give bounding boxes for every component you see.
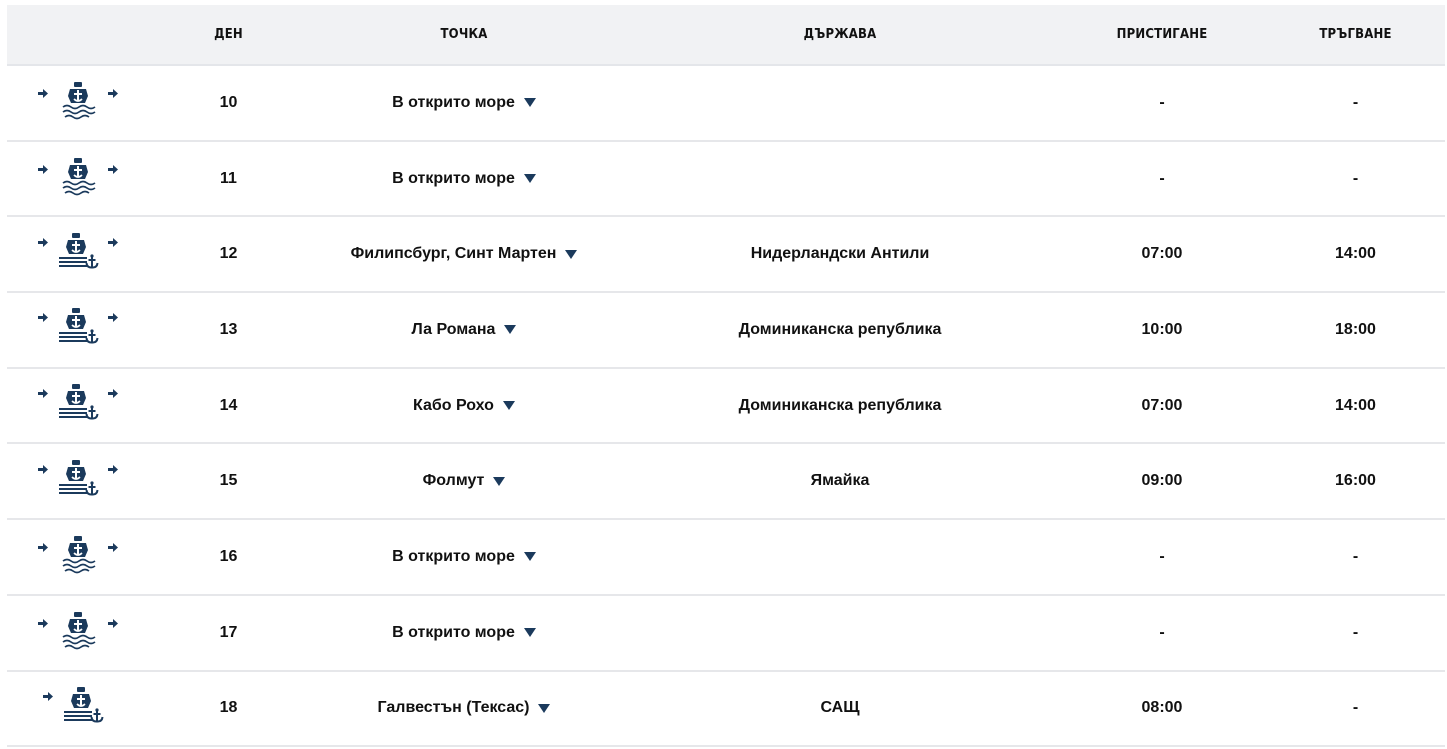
point-dropdown[interactable] <box>392 548 536 566</box>
country-cell: Доминиканска република <box>738 396 942 414</box>
ship-at-sea-icon <box>34 608 124 657</box>
table-row <box>7 292 1445 368</box>
ship-in-port-icon <box>34 305 124 354</box>
departure-cell: 14:00 <box>1335 396 1376 414</box>
point-label: Кабо Рохо <box>413 396 494 414</box>
country-cell <box>622 65 1058 141</box>
departure-cell: - <box>1352 623 1359 641</box>
departure-cell: - <box>1352 169 1359 187</box>
caret-down-icon <box>504 325 516 334</box>
country-cell: САЩ <box>820 699 860 717</box>
point-cell <box>306 671 622 747</box>
day-cell: 14 <box>219 396 238 414</box>
point-dropdown[interactable] <box>423 472 506 490</box>
day-cell: 12 <box>219 245 238 263</box>
arrival-cell: - <box>1159 623 1165 641</box>
departure-cell: 18:00 <box>1335 320 1376 338</box>
day-cell: 18 <box>219 699 238 717</box>
ship-final-port-icon <box>39 684 119 733</box>
caret-down-icon <box>565 250 577 259</box>
header-day: ДЕН <box>151 5 306 65</box>
point-dropdown[interactable] <box>351 245 578 263</box>
header-country: ДЪРЖАВА <box>622 5 1058 65</box>
ship-in-port-icon <box>34 381 124 430</box>
departure-cell: 14:00 <box>1335 245 1376 263</box>
point-label: В открито море <box>392 169 515 187</box>
caret-down-icon <box>538 704 550 713</box>
point-label: Ла Романа <box>411 320 496 338</box>
table-row <box>7 671 1445 747</box>
day-cell: 17 <box>219 623 238 641</box>
route-icon-cell <box>7 65 151 141</box>
day-cell: 11 <box>220 169 237 187</box>
header-departure: ТРЪГВАНЕ <box>1266 5 1445 65</box>
table-row <box>7 141 1445 217</box>
ship-in-port-icon <box>34 457 124 506</box>
route-icon-cell <box>7 141 151 217</box>
arrival-cell: 09:00 <box>1141 472 1183 490</box>
point-label: Галвестън (Тексас) <box>377 699 530 717</box>
point-label: В открито море <box>392 93 515 111</box>
table-row <box>7 443 1445 519</box>
country-cell: Нидерландски Антили <box>750 245 930 263</box>
itinerary-table-container <box>7 5 1445 747</box>
point-label: Филипсбург, Синт Мартен <box>350 245 557 263</box>
point-cell <box>306 443 622 519</box>
day-cell: 10 <box>219 93 238 111</box>
route-icon-cell <box>7 216 151 292</box>
point-cell <box>306 595 622 671</box>
country-cell: Ямайка <box>810 472 870 490</box>
route-icon-cell <box>7 519 151 595</box>
departure-cell: - <box>1352 547 1359 565</box>
point-label: Фолмут <box>422 472 485 490</box>
header-point: ТОЧКА <box>306 5 622 65</box>
day-cell: 13 <box>219 320 238 338</box>
caret-down-icon <box>524 552 536 561</box>
caret-down-icon <box>524 174 536 183</box>
point-dropdown[interactable] <box>392 624 536 642</box>
country-cell <box>622 595 1058 671</box>
route-icon-cell <box>7 671 151 747</box>
route-icon-cell <box>7 595 151 671</box>
header-arrival: ПРИСТИГАНЕ <box>1058 5 1266 65</box>
point-cell <box>306 519 622 595</box>
arrival-cell: 10:00 <box>1141 320 1183 338</box>
departure-cell: - <box>1352 699 1359 717</box>
table-header <box>7 5 1445 65</box>
day-cell: 16 <box>219 547 238 565</box>
departure-cell: - <box>1352 93 1359 111</box>
departure-cell: 16:00 <box>1335 472 1376 490</box>
caret-down-icon <box>524 98 536 107</box>
header-icon <box>7 5 151 65</box>
point-cell <box>306 141 622 217</box>
caret-down-icon <box>493 477 505 486</box>
point-dropdown[interactable] <box>392 94 536 112</box>
route-icon-cell <box>7 368 151 444</box>
arrival-cell: 07:00 <box>1141 396 1183 414</box>
route-icon-cell <box>7 292 151 368</box>
point-label: В открито море <box>392 547 515 565</box>
arrival-cell: 08:00 <box>1141 699 1183 717</box>
header-row <box>7 5 1445 65</box>
table-row <box>7 519 1445 595</box>
point-cell <box>306 368 622 444</box>
point-cell <box>306 216 622 292</box>
table-row <box>7 65 1445 141</box>
table-body <box>7 65 1445 746</box>
ship-at-sea-icon <box>34 78 124 127</box>
caret-down-icon <box>524 628 536 637</box>
arrival-cell: 07:00 <box>1141 245 1183 263</box>
point-dropdown[interactable] <box>392 170 536 188</box>
caret-down-icon <box>503 401 515 410</box>
table-row <box>7 595 1445 671</box>
table-row <box>7 216 1445 292</box>
point-cell <box>306 292 622 368</box>
table-row <box>7 368 1445 444</box>
point-label: В открито море <box>392 623 515 641</box>
point-dropdown[interactable] <box>378 699 551 717</box>
country-cell <box>622 519 1058 595</box>
itinerary-table <box>7 5 1445 747</box>
route-icon-cell <box>7 443 151 519</box>
day-cell: 15 <box>219 472 238 490</box>
point-dropdown[interactable] <box>413 397 515 415</box>
ship-in-port-icon <box>34 230 124 279</box>
arrival-cell: - <box>1159 169 1165 187</box>
point-dropdown[interactable] <box>412 321 517 339</box>
country-cell <box>622 141 1058 217</box>
arrival-cell: - <box>1159 547 1165 565</box>
country-cell: Доминиканска република <box>738 320 942 338</box>
arrival-cell: - <box>1159 93 1165 111</box>
ship-at-sea-icon <box>34 532 124 581</box>
ship-at-sea-icon <box>34 154 124 203</box>
point-cell <box>306 65 622 141</box>
